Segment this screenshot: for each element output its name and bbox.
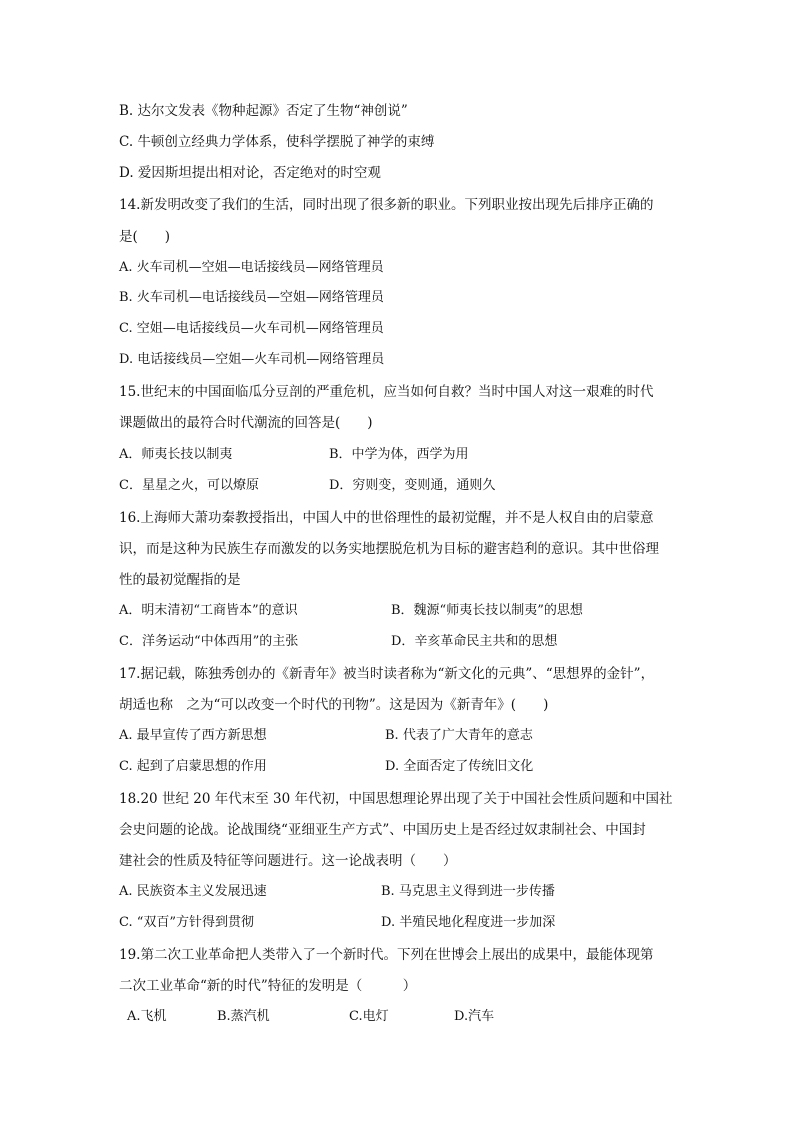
q19-option-c: C.电灯	[349, 1009, 389, 1024]
question-19-stem: 19.第二次工业革命把人类带入了一个新时代。下列在世博会上展出的成果中，最能体现第	[119, 947, 654, 963]
q17-option-d: D. 全面否定了传统旧文化	[385, 759, 534, 774]
question-17-stem-cont: 胡适也称 之为“可以改变一个时代的刊物”。这是因为《新青年》( )	[119, 697, 549, 713]
q19-option-a: A.飞机	[127, 1009, 167, 1024]
q14-option-b: B. 火车司机—电话接线员—空姐—网络管理员	[119, 290, 384, 305]
question-15-stem-cont: 课题做出的最符合时代潮流的回答是( )	[119, 415, 373, 431]
question-16-stem-cont-2: 性的最初觉醒指的是	[119, 572, 241, 588]
q18-option-d: D. 半殖民地化程度进一步加深	[381, 915, 556, 930]
q19-option-d: D.汽车	[454, 1009, 495, 1024]
q15-option-c: C．星星之火，可以燎原	[119, 478, 259, 493]
q14-option-d: D. 电话接线员—空姐—火车司机—网络管理员	[119, 352, 385, 367]
q17-option-a: A. 最早宣传了西方新思想	[119, 728, 267, 743]
q15-option-a: A．师夷长技以制夷	[119, 447, 233, 462]
q15-option-b: B．中学为体，西学为用	[329, 447, 469, 462]
q14-option-a: A. 火车司机—空姐—电话接线员—网络管理员	[119, 260, 384, 275]
q18-option-c: C. “双百”方针得到贯彻	[119, 915, 255, 930]
option-d-einstein: D. 爱因斯坦提出相对论，否定绝对的时空观	[119, 165, 381, 181]
q16-option-a: A．明末清初“工商皆本”的意识	[119, 603, 298, 618]
q16-option-c: C．洋务运动“中体西用”的主张	[119, 634, 299, 649]
question-17-stem: 17.据记载，陈独秀创办的《新青年》被当时读者称为“新文化的元典”、“思想界的金针”，	[119, 666, 655, 682]
q17-option-b: B. 代表了广大青年的意志	[385, 728, 533, 743]
question-19-stem-cont: 二次工业革命“新的时代”特征的发明是（ ）	[119, 978, 417, 994]
question-18-stem: 18.20 世纪 20 年代末至 30 年代初，中国思想理论界出现了关于中国社会性质问题和中国社	[119, 791, 673, 807]
question-16-stem: 16.上海师大萧功秦教授指出，中国人中的世俗理性的最初觉醒，并不是人权自由的启蒙意	[119, 510, 654, 526]
question-15-stem: 15.世纪末的中国面临瓜分豆剖的严重危机，应当如何自救？当时中国人对这一艰难的时代	[119, 384, 654, 400]
q15-option-d: D．穷则变，变则通，通则久	[329, 478, 496, 493]
question-18-stem-cont-1: 会史问题的论战。论战围绕“亚细亚生产方式”、中国历史上是否经过奴隶制社会、中国封	[119, 822, 646, 838]
question-18-stem-cont-2: 建社会的性质及特征等问题进行。这一论战表明（ ）	[119, 853, 457, 869]
q17-option-c: C. 起到了启蒙思想的作用	[119, 759, 267, 774]
q18-option-b: B. 马克思主义得到进一步传播	[381, 884, 555, 899]
question-16-stem-cont-1: 识，而是这种为民族生存而激发的以务实地摆脱危机为目标的避害趋利的意识。其中世俗理	[119, 541, 659, 557]
option-b-darwin: B. 达尔文发表《物种起源》否定了生物“神创说”	[119, 103, 408, 119]
q14-option-c: C. 空姐—电话接线员—火车司机—网络管理员	[119, 321, 384, 336]
q16-option-d: D．辛亥革命民主共和的思想	[391, 634, 558, 649]
q18-option-a: A. 民族资本主义发展迅速	[119, 884, 267, 899]
question-14-stem-cont: 是( )	[119, 229, 171, 245]
question-14-stem: 14.新发明改变了我们的生活，同时出现了很多新的职业。下列职业按出现先后排序正确的	[119, 197, 654, 213]
option-c-newton: C. 牛顿创立经典力学体系，使科学摆脱了神学的束缚	[119, 134, 435, 150]
q19-option-b: B.蒸汽机	[217, 1009, 270, 1024]
q16-option-b: B．魏源“师夷长技以制夷”的思想	[391, 603, 583, 618]
